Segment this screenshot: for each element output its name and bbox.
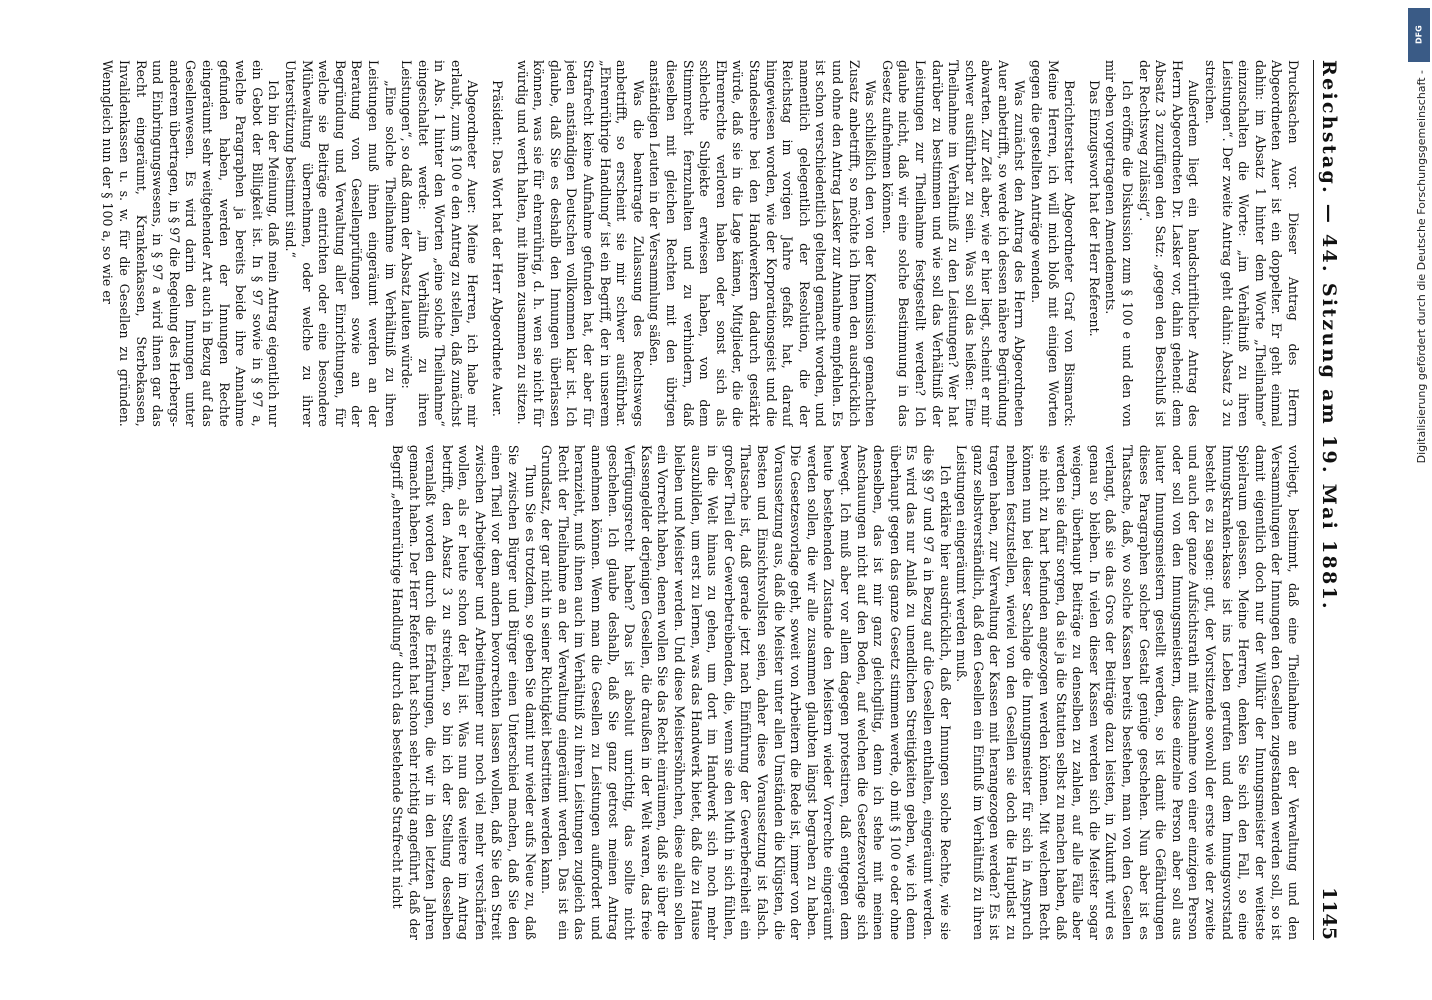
paragraph: Thun Sie es trotzdem, so geben Sie damit nur wieder aufs Neue zu, daß Sie zwischen Bürger und Bürger einen Unterschied machen, daß Sie den einen Theil vor dem andern bevorrechten lassen wollen, daß Sie den Streit zwischen Arbeitgeber und Arbeitnehmer nur noch viel mehr verschärfen wollen, als er heute schon der Fall ist. Was nun das weitere im Antrag betrifft, den Absatz 3 zu streichen, so bin ich der Stellung desselben veranlaßt worden durch die Erfahrungen, die wir in den letzten Jahren gemacht haben. Der Herr Referent hat schon sehr richtig angeführt, daß der Begriff „ehrenrührige Handlung“ durch das bestehende Strafrecht nicht: [389, 444, 538, 940]
paragraph: Drucksachen vor. Dieser Antrag des Herrn Abgeordneten Auer ist ein doppelter. Er geht einmal dahin: im Absatz 1 hinter dem Worte „Theilnahme“ einzuschalten die Worte: „im Verhältniß zu ihren Leistungen“. Der zweite Antrag geht dahin: Absatz 3 zu streichen.: [1203, 60, 1301, 427]
left-column: [81, 60, 1301, 427]
text-columns: [81, 60, 1301, 940]
paragraph: Außerdem liegt ein handschriftlicher Antrag des Herrn Abgeordneten Dr. Lasker vor, dahin gehend: dem Absatz 3 zuzufügen den Satz: „gegen den Beschluß ist der Rechtsweg zulässig“.: [1136, 60, 1202, 427]
paragraph: Was zunächst den Antrag des Herrn Abgeordneten Auer anbetrifft, so werde ich dessen nähere Begründung abwarten. Zur Zeit aber, wie er hier liegt, scheint er mir schwer ausführbar zu sein. Was soll das heißen: Eine Theilnahme im Verhältniß zu den Leistungen? Wer hat darüber zu bestimmen und wie soll das Verhältniß der Leistungen zur Theilnahme festgestellt werden? Ich glaube nicht, daß wir eine solche Bestimmung in das Gesetz aufnehmen können.: [879, 60, 1028, 427]
paragraph: Ich eröffne die Diskussion zum § 100 e und den von mir eben vorgetragenen Amendements.: [1103, 60, 1136, 427]
rotated-page: [46, 20, 1386, 980]
paragraph: Ich bin der Meinung, daß mein Antrag eigentlich nur ein Gebot der Billigkeit ist. In § 97 sowie in § 97 a, welche Paragraphen ja bereits beide ihre Annahme gefunden haben, werden der Innungen Rechte eingeräumt sehr weitgehender Art auch in Bezug auf das Gesellenwesen. Es wird darin den Innungen unter anderem übertragen, in § 97 die Regelung des Herbergs- und Einbringungswesens, in § 97 a wird ihnen gar das Recht eingeräumt, Krankenkassen, Sterbekassen, Invalidenkassen u. s. w. für die Gesellen zu gründen. Wenngleich nun der § 100 a, so wie er: [100, 60, 282, 427]
page-number: 1145: [1318, 887, 1340, 940]
paragraph: Abgeordneter Auer: Meine Herren, ich habe mir erlaubt, zum § 100 e den Antrag zu stellen, daß zunächst in Abs. 1 hinter den Worten „eine solche Theilnahme“ eingeschaltet werde: „im Verhältniß zu ihren Leistungen“, so daß dann der Absatz lauten würde:: [399, 60, 481, 427]
paragraph: Berichterstatter Abgeordneter Graf von Bismarck: Meine Herren, ich will mich bloß mit einigen Worten gegen die gestellten Anträge wenden.: [1029, 60, 1078, 427]
page-header: [1313, 60, 1340, 940]
paragraph: Präsident: Das Wort hat der Herr Abgeordnete Auer.: [490, 80, 506, 417]
paragraph: vorliegt, bestimmt, daß eine Theilnahme an der Verwaltung und den Versammlungen der Innungen den Gesellen zugestanden werden soll, so ist damit eigentlich doch nur der Willkür der Innungsmeister der weiteste Spielraum gelassen. Meine Herren, denken Sie sich den Fall, so eine Innungskranken-kasse ist ins Leben gerufen und dem Innungsvorstand besteht es zu sagen: gut, der Vorsitzende sowohl der erste wie der zweite und auch der ganze Aufsichtsrath mit Ausnahme von einer einzigen Person oder soll von den Innungsmeistern, diese einzelne Person aber soll aus lauter Innungsmeistern gestellt werden, so ist damit die Gefährdungen dieses Paragraphen solcher Gestalt genüge geschehen. Nun aber ist es Thatsache, daß, wo solche Kassen bereits bestehen, man von den Gesellen verlangt, daß sie das Gros der Beiträge dazu leisten, in Zukunft wird es genau so bleiben. In vielen dieser Kassen werden sich die Meister sogar weigern, überhaupt Beiträge zu denselben zu zahlen, auf alle Fälle aber werden sie dafür sorgen, da sie ja die Statuten selbst zu machen haben, daß sie nicht zu hart befunden angezogen werden können. Mit welchem Recht können nun bei dieser Sachlage die Innungsmeister für sich in Anspruch nehmen festzustellen, wieviel von den Gesellen sie doch die Hauptlast zu tragen haben, zur Verwaltung der Kassen mit herangezogen werden? Es ist ganz selbstverständlich, daß den Gesellen ein Einfluß im Verhältniß zu ihren Leistungen eingeräumt werden muß.: [954, 444, 1301, 940]
dfg-stamp: DFG: [1408, 8, 1430, 62]
paragraph: „Eine solche Theilnahme im Verhältniß zu ihren Leistungen muß ihnen eingeräumt werden an der Beratung von Gesellenprüfungen sowie an der Begründung und Verwaltung aller Einrichtungen, für welche sie Beiträge entrichten oder eine besondere Mühewaltung übernehmen, oder welche zu ihrer Unterstützung bestimmt sind.“: [282, 60, 398, 427]
paragraph: Was schließlich den von der Kommission gemachten Zusatz anbetrifft, so möchte ich Ihnen den ausdrücklich und ohne den Antrag Lasker zur Annahme empfehlen. Es ist schon verschiedentlich geltend gemacht worden, und namentlich gelegentlich der Resolution, die der Reichstag im vorigen Jahre gefaßt hat, darauf hingewiesen worden, wie der Korporationsgeist und die Standesehre bei den Handwerkern dadurch gestärkt würde, daß sie in die Lage kämen, Mitglieder, die die Ehrenrechte verloren haben oder sonst sich als schlechte Subjekte erwiesen haben, von dem Stimmrecht fernzuhalten und zu verhindern, daß dieselben mit gleichen Rechten mit den übrigen anständigen Leuten in der Versammlung säßen.: [647, 60, 879, 427]
paragraph: Ich erkläre hier ausdrücklich, daß der Innungen solche Rechte, wie sie die §§ 97 und 97 a in Bezug auf die Gesellen enthalten, eingeräumt werden. Es wird das nur Anlaß zu unendlichen Streitigkeiten geben, wie ich denn überhaupt gegen das ganze Gesetz stimmen werde, ob mit § 100 e oder ohne denselben, das ist mir ganz gleichgiltig, denn ich stehe mit meinen Anschauungen nicht auf den Boden, auf welchen die Gesetzesvorlage sich bewegt. Ich muß aber vor allem dagegen protestiren, daß entgegen dem heute bestehenden Zustande den Meistern wieder Vorrechte eingeräumt werden sollen, die wir alle zusammen glaubten längst begraben zu haben. Die Gesetzesvorlage geht, soweit von Arbeitern die Rede ist, immer von der Voraussetzung aus, daß die Meister unter allen Umständen die Klügsten, die Besten und Einsichtsvollsten seien, daher diese Voraussetzung ist falsch. Thatsache ist, daß gerade jetzt nach Einführung der Gewerbefreiheit ein großer Theil der Gewerbetreibenden, die, wenn sie den Muth in sich fühlen, in die Welt hinaus zu gehen, um dort im Handwerk sich noch mehr auszubilden, um erst zu lernen, was das Handwerk bietet, daß die zu Hause bleiben und Meister werden. Und diese Meistersöhnchen, diese allein sollen ein Vorrecht haben, denen wollen Sie das Recht einräumen, daß sie über die Kassengelder derjenigen Gesellen, die draußen in der Welt waren, das freie Verfügungsrecht haben? Das ist absolut unrichtig, das sollte nicht geschehen. Ich glaube deshalb, daß Sie ganz getrost meinen Antrag annehmen können. Wenn man die Gesellen zu Leistungen auffordert und heranzieht, muß ihnen auch im Verhältniß zu ihren Leistungen zugleich das Recht der Theilnahme an der Verwaltung eingeräumt werden. Das ist ein Grundsatz, der gar nicht in seiner Richtigkeit bestritten werden kann.: [539, 444, 953, 940]
digitization-credit: Digitalisierung gefördert durch die Deutsche Forschungsgemeinschaft -: [1415, 70, 1428, 464]
paragraph: Das Einzugswort hat der Herr Referent.: [1086, 80, 1102, 337]
paragraph: Was die beantragte Zulassung des Rechtswegs anbetrifft, so erscheint sie mir schwer ausführbar. „Ehrenrührige Handlung“ ist ein Begriff, der in unserem Strafrecht keine Aufnahme gefunden hat, der aber für jeden anständigen Deutschen vollkommen klar ist. Ich glaube, daß Sie es deshalb den Innungen überlassen können, was sie für ehrenrührig, d. h. wen sie nicht für würdig und werth halten, mit ihnen zusammen zu sitzen.: [514, 60, 646, 427]
page-title: Reichstag. — 44. Sitzung am 19. Mai 1881.: [1318, 60, 1340, 611]
right-column: [81, 445, 1301, 940]
